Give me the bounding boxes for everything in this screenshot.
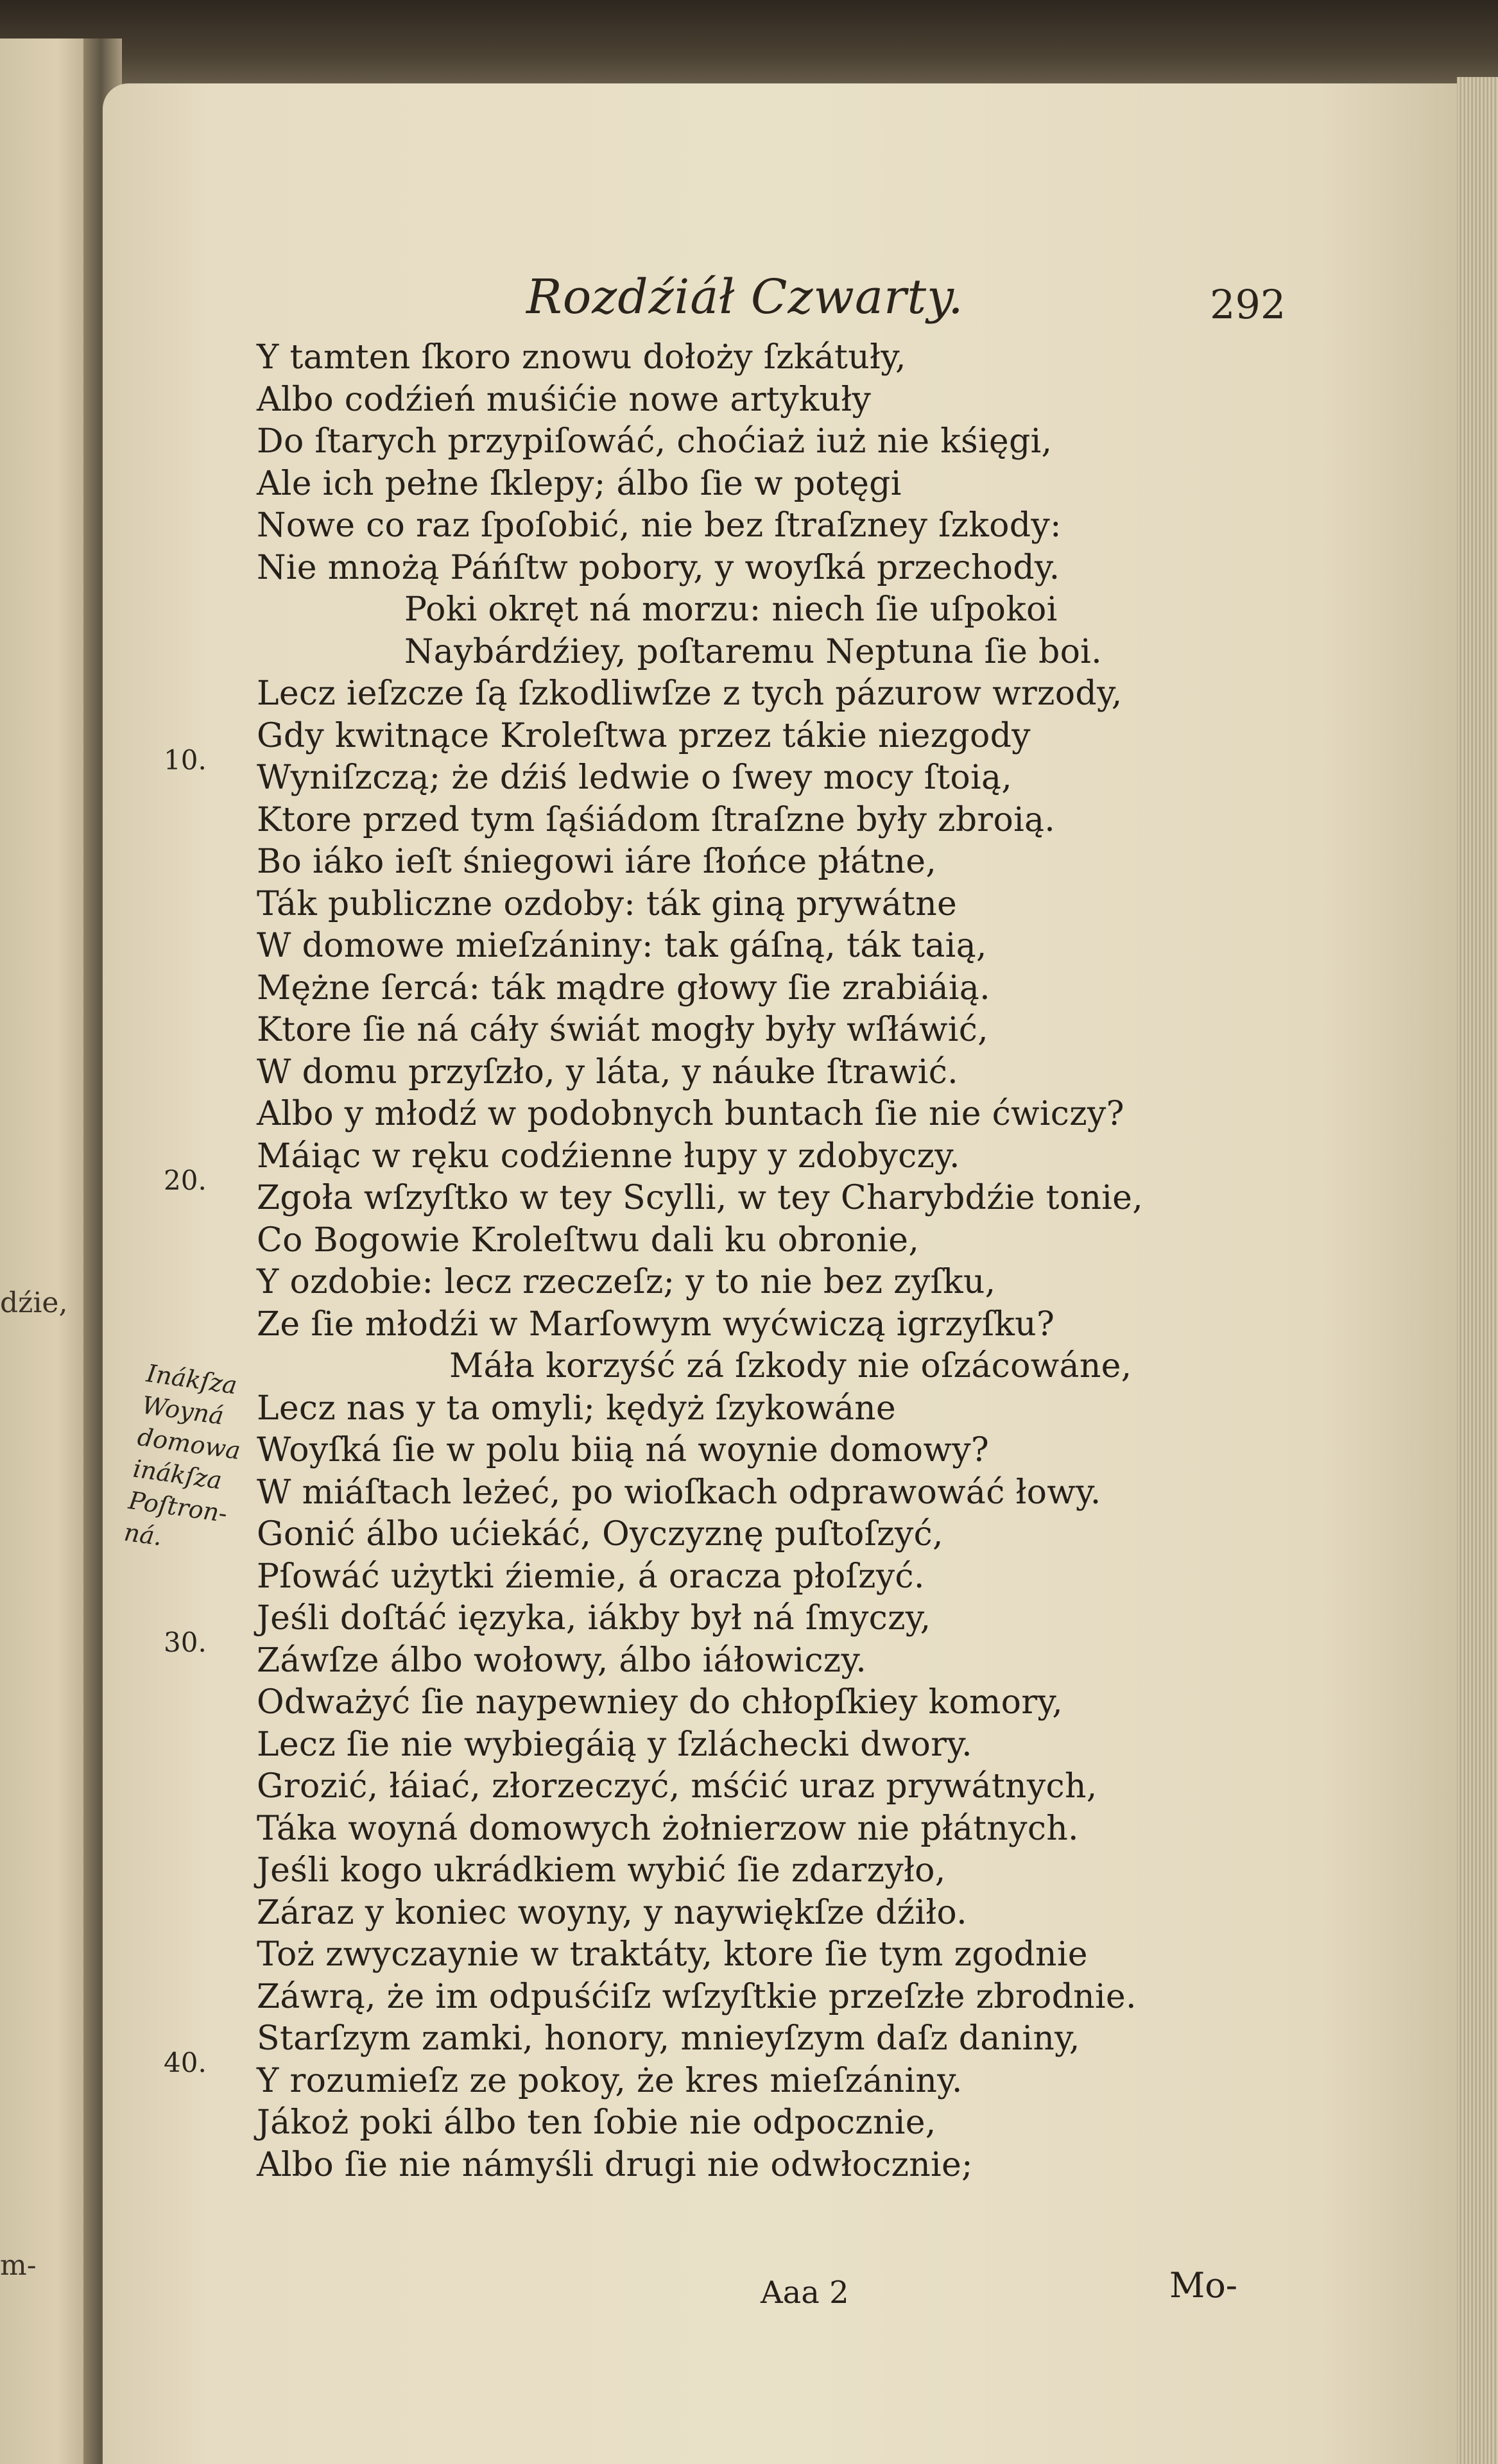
- verse-line: Máła korzyść zá ſzkody nie oſzácowáne,: [449, 1347, 1132, 1385]
- verse-line: Gonić álbo ućiekáć, Oyczyznę puſtoſzyć,: [257, 1515, 943, 1553]
- signature-mark: Aaa 2: [761, 2275, 849, 2311]
- line-number: 20.: [164, 1165, 207, 1196]
- verse-line: Záwſze álbo wołowy, álbo iáłowiczy.: [257, 1641, 867, 1680]
- verse-line: Albo y młodź w podobnych buntach ſie nie ćwiczy?: [257, 1095, 1124, 1133]
- verse-line: Grozić, łáiać, złorzeczyć, mśćić uraz prywátnych,: [257, 1767, 1098, 1806]
- verse-line: Naybárdźiey, poſtaremu Neptuna ſie boi.: [404, 632, 1102, 671]
- verse-line: Ktore przed tym ſąśiádom ſtraſzne były zbroią.: [257, 800, 1056, 839]
- verse-line: W domowe mieſzániny: tak gáſną, ták taią,: [257, 927, 987, 965]
- left-page-fragment: dźie,: [0, 1287, 68, 1319]
- book-top-edge: [0, 0, 1498, 90]
- page-number: 292: [1210, 281, 1286, 328]
- verse-line: W domu przyſzło, y láta, y náuke ſtrawić.: [257, 1052, 958, 1091]
- verse-line: Mężne ſercá: ták mądre głowy ſie zrabiáią.: [257, 968, 990, 1007]
- verse-line: Co Bogowie Kroleſtwu dali ku obronie,: [257, 1220, 920, 1260]
- left-page-edge: [0, 38, 96, 2464]
- verse-line: Y rozumieſz ze pokoy, że kres mieſzániny.: [257, 2061, 963, 2100]
- left-page-fragment: m-: [0, 2249, 37, 2282]
- verse-line: Gdy kwitnące Kroleſtwa przez tákie niezgody: [257, 716, 1031, 755]
- verse-line: Ze ſie młodźi w Marſowym wyćwiczą igrzyſku?: [257, 1305, 1055, 1344]
- verse-line: Jeśli doſtáć ięzyka, iákby był ná ſmyczy,: [257, 1599, 931, 1638]
- verse-line: Wyniſzczą; że dźiś ledwie o ſwey mocy ſtoią,: [257, 758, 1013, 797]
- verse-line: Y tamten ſkoro znowu dołoży ſzkátuły,: [257, 338, 906, 377]
- verse-line: Zgoła wſzyſtko w tey Scylli, w tey Charybdźie tonie,: [257, 1179, 1144, 1217]
- verse-line: Woyſká ſie w polu biią ná woynie domowy?: [257, 1431, 990, 1469]
- verse-line: Lecz nas y ta omyli; kędyż ſzykowáne: [257, 1389, 896, 1428]
- verse-line: Lecz ieſzcze ſą ſzkodliwſze z tych pázurow wrzody,: [257, 674, 1123, 713]
- verse-line: Ale ich pełne ſklepy; álbo ſie w potęgi: [257, 464, 902, 503]
- running-head: Rozdźiáł Czwarty.: [526, 270, 964, 325]
- verse-line: Do ſtarych przypiſowáć, choćiaż iuż nie kśięgi,: [257, 422, 1053, 461]
- line-number: 10.: [164, 744, 207, 776]
- verse-line: Pſowáć użytki źiemie, á oracza płoſzyć.: [257, 1557, 925, 1596]
- verse-line: Albo codźień muśićie nowe artykuły: [257, 380, 872, 419]
- verse-line: Odważyć ſie naypewniey do chłopſkiey komory,: [257, 1683, 1063, 1722]
- verse-text: [257, 337, 1232, 2186]
- page-fore-edge: [1457, 77, 1498, 2464]
- verse-line: Nie mnożą Páńſtw pobory, y woyſká przechody.: [257, 548, 1060, 587]
- verse-line: Ktore ſie ná cáły świát mogły były wſłáwić,: [257, 1011, 988, 1049]
- verse-line: Táka woyná domowych żołnierzow nie płátnych.: [257, 1809, 1079, 1848]
- catchword: Mo-: [1169, 2265, 1238, 2306]
- verse-line: Jeśli kogo ukrádkiem wybić ſie zdarzyło,: [257, 1851, 946, 1890]
- verse-line: Záraz y koniec woyny, y naywiękſze dźiło.: [257, 1893, 967, 1932]
- verse-line: W miáſtach leżeć, po wioſkach odprawowáć łowy.: [257, 1473, 1101, 1512]
- verse-line: Albo ſie nie námyśli drugi nie odwłocznie;: [257, 2145, 973, 2184]
- verse-line: Toż zwyczaynie w traktáty, ktore ſie tym zgodnie: [257, 1935, 1088, 1974]
- verse-line: Záwrą, że im odpuśćiſz wſzyſtkie przeſzłe zbrodnie.: [257, 1977, 1137, 2016]
- verse-line: Jákoż poki álbo ten ſobie nie odpocznie,: [257, 2103, 936, 2142]
- verse-line: Bo iáko ieſt śniegowi iáre ſłońce płátne,: [257, 843, 937, 881]
- verse-line: Poki okręt ná morzu: niech ſie uſpokoi: [404, 590, 1058, 629]
- verse-line: Máiąc w ręku codźienne łupy y zdobyczy.: [257, 1136, 960, 1176]
- verse-line: Nowe co raz ſpoſobić, nie bez ſtraſzney ſzkody:: [257, 506, 1062, 545]
- verse-line: Starſzym zamki, honory, mnieyſzym daſz daniny,: [257, 2019, 1080, 2058]
- line-number: 30.: [164, 1627, 207, 1658]
- verse-line: Ták publiczne ozdoby: ták giną prywátne: [257, 884, 958, 923]
- verse-line: Lecz ſie nie wybiegáią y ſzláchecki dwory.: [257, 1725, 972, 1764]
- verse-line: Y ozdobie: lecz rzeczeſz; y to nie bez zyſku,: [257, 1263, 996, 1301]
- marginal-note: Inákſza Woyná domowa inákſza Poſtron-ná.: [122, 1358, 243, 1552]
- line-number: 40.: [164, 2047, 207, 2078]
